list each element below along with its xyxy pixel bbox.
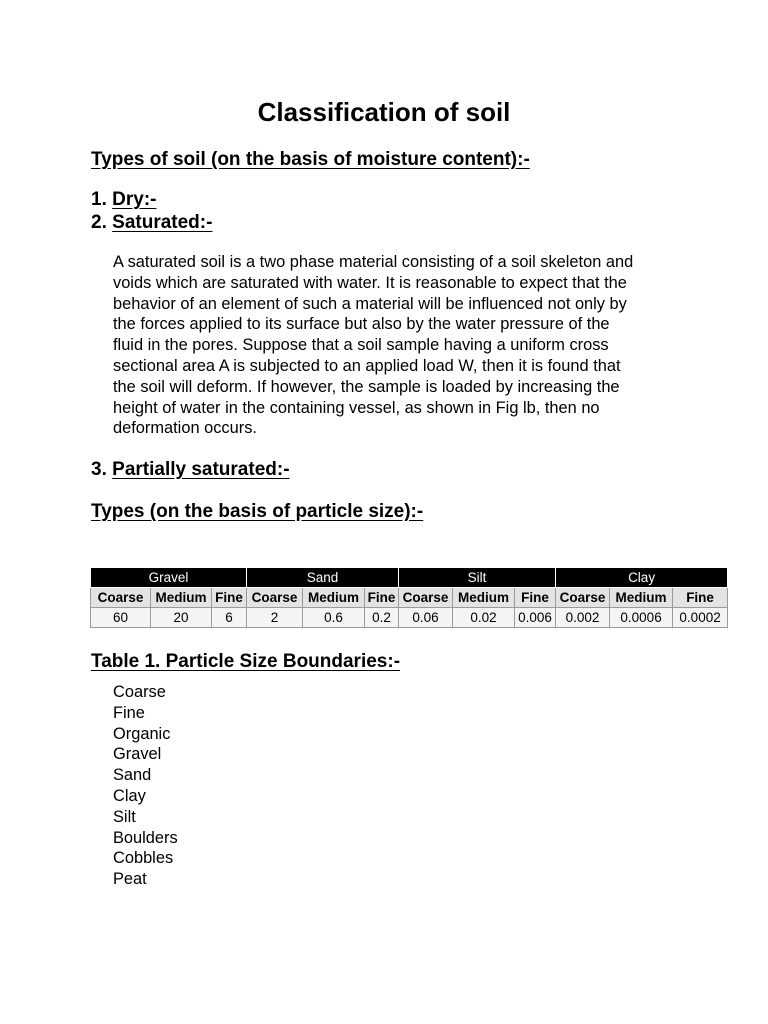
value-cell: 0.0006 — [610, 608, 673, 628]
subheader-cell: Medium — [610, 588, 673, 608]
moisture-type-label: Saturated:- — [112, 212, 213, 233]
paragraph-line: height of water in the containing vessel, as shown in Fig lb, then no — [113, 398, 600, 417]
value-cell: 0.0002 — [673, 608, 728, 628]
paragraph-line: deformation occurs. — [113, 419, 257, 438]
paragraph-line: behavior of an element of such a material will be influenced not only by — [113, 294, 627, 313]
value-cell: 0.06 — [399, 608, 453, 628]
soil-terms-list — [113, 682, 178, 890]
list-item: Sand — [113, 766, 152, 785]
paragraph-line: sectional area A is subjected to an applied load W, then it is found that — [113, 356, 621, 375]
table-group-row — [91, 568, 728, 588]
moisture-type-label: Partially saturated:- — [112, 459, 290, 480]
value-cell: 6 — [212, 608, 247, 628]
particle-size-table — [90, 567, 728, 628]
group-header-cell: Silt — [399, 568, 556, 588]
value-cell: 0.2 — [365, 608, 399, 628]
list-item: Coarse — [113, 683, 166, 701]
subheader-cell: Fine — [673, 588, 728, 608]
value-cell: 0.6 — [303, 608, 365, 628]
subheader-cell: Coarse — [247, 588, 303, 608]
paragraph-line: A saturated soil is a two phase material consisting of a soil skeleton and — [113, 253, 634, 271]
list-item: Organic — [113, 724, 171, 743]
list-item: Gravel — [113, 745, 162, 764]
list-item: Peat — [113, 870, 147, 889]
saturated-description — [113, 252, 693, 439]
value-cell: 2 — [247, 608, 303, 628]
moisture-type-label: Dry:- — [112, 189, 157, 210]
group-header-cell: Clay — [556, 568, 728, 588]
table-subheader-row — [91, 588, 728, 608]
particle-size-heading: Types (on the basis of particle size):- — [91, 501, 424, 522]
paragraph-line: the soil will deform. If however, the sample is loaded by increasing the — [113, 377, 620, 396]
subheader-cell: Fine — [365, 588, 399, 608]
moisture-type-partially-saturated — [91, 458, 290, 482]
moisture-type-saturated — [91, 211, 212, 235]
list-item: Clay — [113, 786, 146, 805]
list-item: Silt — [113, 807, 136, 826]
subheader-cell: Coarse — [556, 588, 610, 608]
paragraph-line: the forces applied to its surface but also by the water pressure of the — [113, 315, 610, 334]
moisture-type-number: 3. — [91, 459, 107, 480]
list-item: Cobbles — [113, 849, 174, 868]
table-caption: Table 1. Particle Size Boundaries:- — [91, 651, 401, 672]
subheader-cell: Medium — [151, 588, 212, 608]
subheader-cell: Medium — [303, 588, 365, 608]
list-item: Fine — [113, 703, 145, 722]
group-header-cell: Sand — [247, 568, 399, 588]
subheader-cell: Fine — [212, 588, 247, 608]
moisture-types-heading: Types of soil (on the basis of moisture content):- — [91, 149, 530, 170]
paragraph-line: voids which are saturated with water. It is reasonable to expect that the — [113, 273, 627, 292]
value-cell: 60 — [91, 608, 151, 628]
subheader-cell: Fine — [515, 588, 556, 608]
moisture-type-number: 1. — [91, 189, 107, 210]
moisture-type-dry — [91, 188, 156, 212]
value-cell: 20 — [151, 608, 212, 628]
value-cell: 0.006 — [515, 608, 556, 628]
paragraph-line: fluid in the pores. Suppose that a soil sample having a uniform cross — [113, 336, 609, 355]
value-cell: 0.002 — [556, 608, 610, 628]
subheader-cell: Medium — [453, 588, 515, 608]
table-value-row — [91, 608, 728, 628]
page-title: Classification of soil — [257, 97, 511, 127]
value-cell: 0.02 — [453, 608, 515, 628]
moisture-type-number: 2. — [91, 212, 107, 233]
list-item: Boulders — [113, 828, 178, 847]
subheader-cell: Coarse — [91, 588, 151, 608]
group-header-cell: Gravel — [91, 568, 247, 588]
subheader-cell: Coarse — [399, 588, 453, 608]
